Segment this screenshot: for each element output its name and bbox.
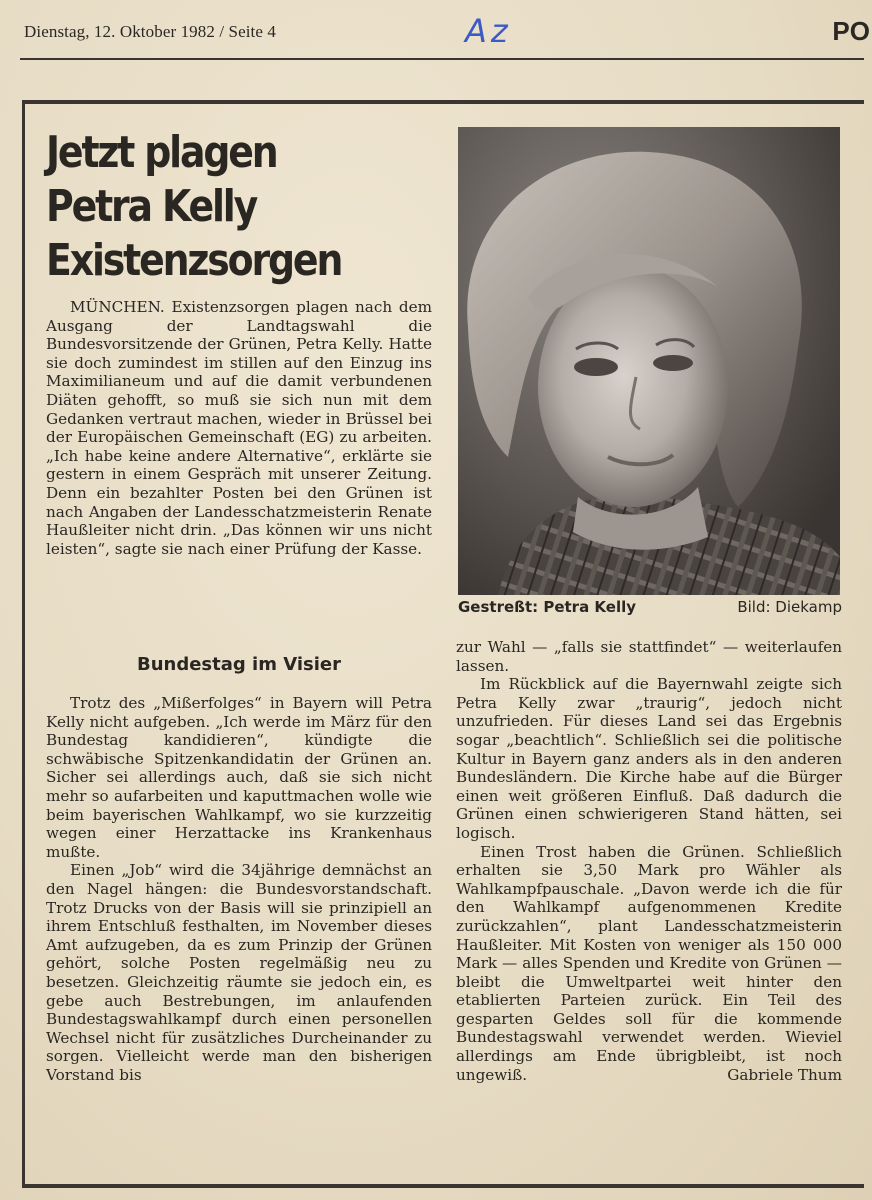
caption-text: Gestreßt: Petra Kelly [458, 598, 637, 616]
header-date: Dienstag, 12. Oktober 1982 / Seite 4 [24, 22, 276, 41]
left-column [46, 694, 432, 1084]
article-frame-left [22, 100, 25, 1188]
header-edge-text: PO [832, 16, 870, 46]
photo-credit: Bild: Diekamp [737, 598, 842, 616]
article-frame-bottom [22, 1184, 864, 1188]
intro-paragraph: MÜNCHEN. Existenzsorgen plagen nach dem Ausgang der Landtagswahl die Bundesvorsitzende der Grünen, Petra Kelly. Hatte sie doch zumindest im stillen auf den Einzug ins Maximilianeum und auf die damit verbundenen Diäten gehofft, so muß sie sich nun mit dem Gedanken vertraut machen, wieder in Brüssel bei der Europäischen Gemeinschaft (EG) zu arbeiten. „Ich habe keine andere Alternative“, erklärte sie gestern in einem Gespräch mit unserer Zeitung. Denn ein bezahlter Posten bei den Grünen ist nach Angaben der Landesschatzmeisterin Renate Haußleiter nicht drin. „Das können wir uns nicht leisten“, sagte sie nach einer Prüfung der Kasse. [46, 298, 432, 558]
closing-text: Einen Trost haben die Grünen. Schließlich erhalten sie 3,50 Mark pro Wähler als Wahlkampfpauschale. „Davon werde ich die für den Wahlkampf aufgenommenen Kredite zurückzahlen“, plant Landesschatzmeisterin Haußleiter. Mit Kosten von weniger als 150 000 Mark — alles Spenden und Kredite von Grünen — bleibt die Umweltpartei weit hinter den etablierten Parteien zurück. Ein Teil des gesparten Geldes soll für die kommende Bundestagswahl verwendet werden. Wieviel allerdings am Ende übrigbleibt, ist noch ungewiß. [456, 842, 842, 1084]
headline-line: Petra Kelly [46, 181, 257, 232]
body-paragraph: Trotz des „Mißerfolges“ in Bayern will Petra Kelly nicht aufgeben. „Ich werde im März für den Bundestag kandidieren“, kündigte die schwäbische Spitzenkandidatin der Grünen an. Sicher sei allerdings auch, daß sie sich nicht mehr so aufarbeiten und kaputtmachen wolle wie beim bayerischen Wahlkampf, wo sie kurzzeitig wegen einer Herzattacke ins Krankenhaus mußte. [46, 694, 432, 861]
continuation-paragraph: zur Wahl — „falls sie stattfindet“ — weiterlaufen lassen. [456, 638, 842, 675]
headline [46, 126, 390, 288]
author-byline: Gabriele Thum [727, 1065, 842, 1084]
article-frame-top [22, 100, 864, 104]
handwritten-mark: Az [465, 12, 512, 50]
header-rule [20, 58, 864, 60]
right-column [456, 638, 842, 1084]
intro-column [46, 298, 432, 558]
photo-caption [458, 598, 842, 622]
body-paragraph: Einen „Job“ wird die 34jährige demnächst an den Nagel hängen: die Bundesvorstandschaft. Trotz Drucks von der Basis will sie prinzipiell an ihrem Entschluß festhalten, im November dieses Amt aufzugeben, da es zum Prinzip der Grünen gehört, solche Posten regelmäßig neu zu besetzen. Gleichzeitig räumte sie jedoch ein, es gebe auch Bestrebungen, im anlaufenden Bundestagswahlkampf durch einen personellen Wechsel nicht für zusätzliches Durcheinander zu sorgen. Vielleicht werde man den bisherigen Vorstand bis [46, 861, 432, 1084]
subheading: Bundestag im Visier [136, 654, 341, 675]
body-paragraph: Im Rückblick auf die Bayernwahl zeigte sich Petra Kelly zwar „traurig“, jedoch nicht unzufrieden. Für dieses Land sei das Ergebnis sogar „beachtlich“. Schließlich sei die politische Kultur in Bayern ganz anders als in den anderen Bundesländern. Die Kirche habe auf die Bürger einen weit größeren Einfluß. Daß dadurch die Grünen einen schwierigeren Stand hätten, sei logisch. [456, 675, 842, 842]
portrait-photo-graphic [458, 127, 840, 595]
closing-paragraph [456, 843, 842, 1085]
headline-line: Existenzsorgen [46, 235, 342, 286]
portrait-photo [458, 127, 840, 595]
headline-line: Jetzt plagen [46, 127, 277, 178]
page-header [20, 12, 870, 50]
